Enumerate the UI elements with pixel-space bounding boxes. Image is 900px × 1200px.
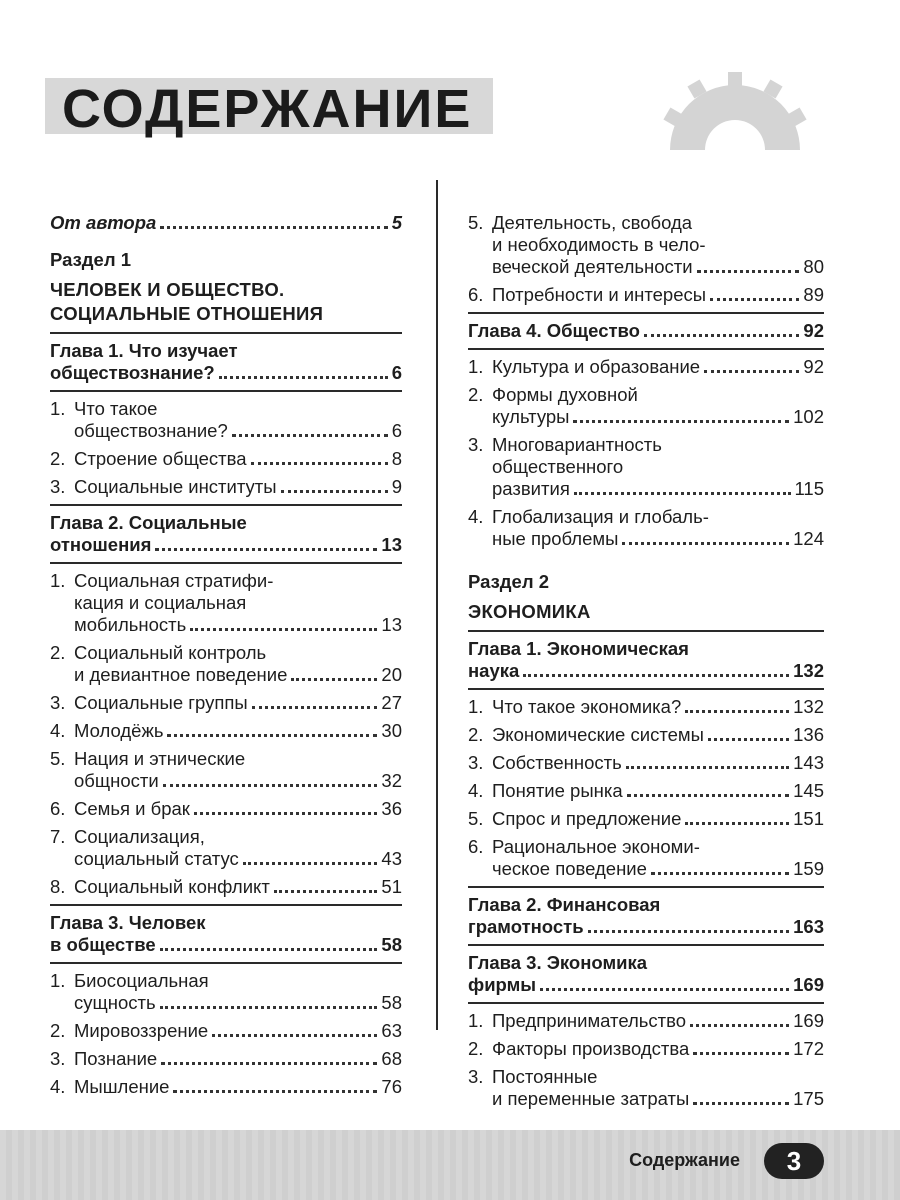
separator <box>468 312 824 314</box>
toc-item[interactable]: 1. Что такое обществознание? 6 <box>50 398 402 441</box>
toc-item[interactable]: 3. Социальные группы 27 <box>50 692 402 713</box>
toc-right-column <box>468 212 824 1110</box>
footer-label: Содержание <box>629 1150 740 1170</box>
toc-item[interactable]: 1. Культура и образование 92 <box>468 356 824 377</box>
toc-item[interactable]: 1. Предпринимательство 169 <box>468 1010 824 1031</box>
toc-item[interactable]: 6. Семья и брак 36 <box>50 798 402 819</box>
chapter-heading[interactable]: Глава 3. Человек в обществе 58 <box>50 912 402 955</box>
toc-item[interactable]: 5. Спрос и предложение 151 <box>468 808 824 829</box>
column-divider <box>436 180 438 1030</box>
separator <box>468 1002 824 1004</box>
toc-item[interactable]: 2. Формы духовной культуры 102 <box>468 384 824 427</box>
section-label: Раздел 2 <box>468 571 550 592</box>
separator <box>468 630 824 632</box>
separator <box>50 904 402 906</box>
separator <box>468 886 824 888</box>
toc-item[interactable]: 2. Социальный контроль и девиантное поведение 20 <box>50 642 402 685</box>
separator <box>50 562 402 564</box>
toc-item[interactable]: 3. Познание 68 <box>50 1048 402 1069</box>
chapter-heading[interactable]: Глава 2. Социальные отношения 13 <box>50 512 402 555</box>
separator <box>50 390 402 392</box>
separator <box>50 504 402 506</box>
toc-item[interactable]: 3. Постоянные и переменные затраты 175 <box>468 1066 824 1109</box>
toc-item[interactable]: 1. Социальная стратифи- кация и социальная мобильность 13 <box>50 570 402 635</box>
toc-item[interactable]: 1. Биосоциальная сущность 58 <box>50 970 402 1013</box>
toc-item[interactable]: 3. Многовариантность общественного развития 115 <box>468 434 824 499</box>
separator <box>468 944 824 946</box>
toc-item[interactable]: 6. Потребности и интересы 89 <box>468 284 824 305</box>
toc-item[interactable]: 2. Факторы производства 172 <box>468 1038 824 1059</box>
chapter-heading[interactable]: Глава 4. Общество 92 <box>468 320 824 341</box>
separator <box>50 332 402 334</box>
chapter-heading[interactable]: Глава 2. Финансовая грамотность 163 <box>468 894 824 937</box>
toc-item[interactable]: 6. Рациональное экономи- ческое поведение 159 <box>468 836 824 879</box>
toc-item[interactable]: 3. Социальные институты 9 <box>50 476 402 497</box>
toc-item[interactable]: 2. Экономические системы 136 <box>468 724 824 745</box>
toc-item[interactable]: 2. Мировоззрение 63 <box>50 1020 402 1041</box>
toc-item[interactable]: 4. Глобализация и глобаль- ные проблемы 124 <box>468 506 824 549</box>
separator <box>50 962 402 964</box>
separator <box>468 688 824 690</box>
toc-item[interactable]: 5. Нация и этнические общности 32 <box>50 748 402 791</box>
toc-item[interactable]: 4. Молодёжь 30 <box>50 720 402 741</box>
section-title: ЭКОНОМИКА <box>468 601 591 622</box>
toc-item[interactable]: 4. Мышление 76 <box>50 1076 402 1097</box>
section-label: Раздел 1 <box>50 249 132 270</box>
chapter-heading[interactable]: Глава 3. Экономика фирмы 169 <box>468 952 824 995</box>
toc-item[interactable]: 5. Деятельность, свобода и необходимость в чело- веческой деятельности 80 <box>468 212 824 277</box>
chapter-heading[interactable]: Глава 1. Экономическая наука 132 <box>468 638 824 681</box>
toc-item[interactable]: 7. Социализация, социальный статус 43 <box>50 826 402 869</box>
toc-entry-author[interactable]: От автора 5 <box>50 212 402 233</box>
toc-item[interactable]: 3. Собственность 143 <box>468 752 824 773</box>
toc-item[interactable]: 4. Понятие рынка 145 <box>468 780 824 801</box>
separator <box>468 348 824 350</box>
toc-item[interactable]: 2. Строение общества 8 <box>50 448 402 469</box>
toc-item[interactable]: 8. Социальный конфликт 51 <box>50 876 402 897</box>
gear-icon <box>660 70 810 150</box>
section-title: СОЦИАЛЬНЫЕ ОТНОШЕНИЯ <box>50 303 324 324</box>
toc-left-column <box>50 212 402 1098</box>
page-title: СОДЕРЖАНИЕ <box>62 79 473 139</box>
toc-item[interactable]: 1. Что такое экономика? 132 <box>468 696 824 717</box>
page-number-badge: 3 <box>764 1143 824 1179</box>
chapter-heading[interactable]: Глава 1. Что изучает обществознание? 6 <box>50 340 402 383</box>
section-title: ЧЕЛОВЕК И ОБЩЕСТВО. <box>50 279 285 300</box>
